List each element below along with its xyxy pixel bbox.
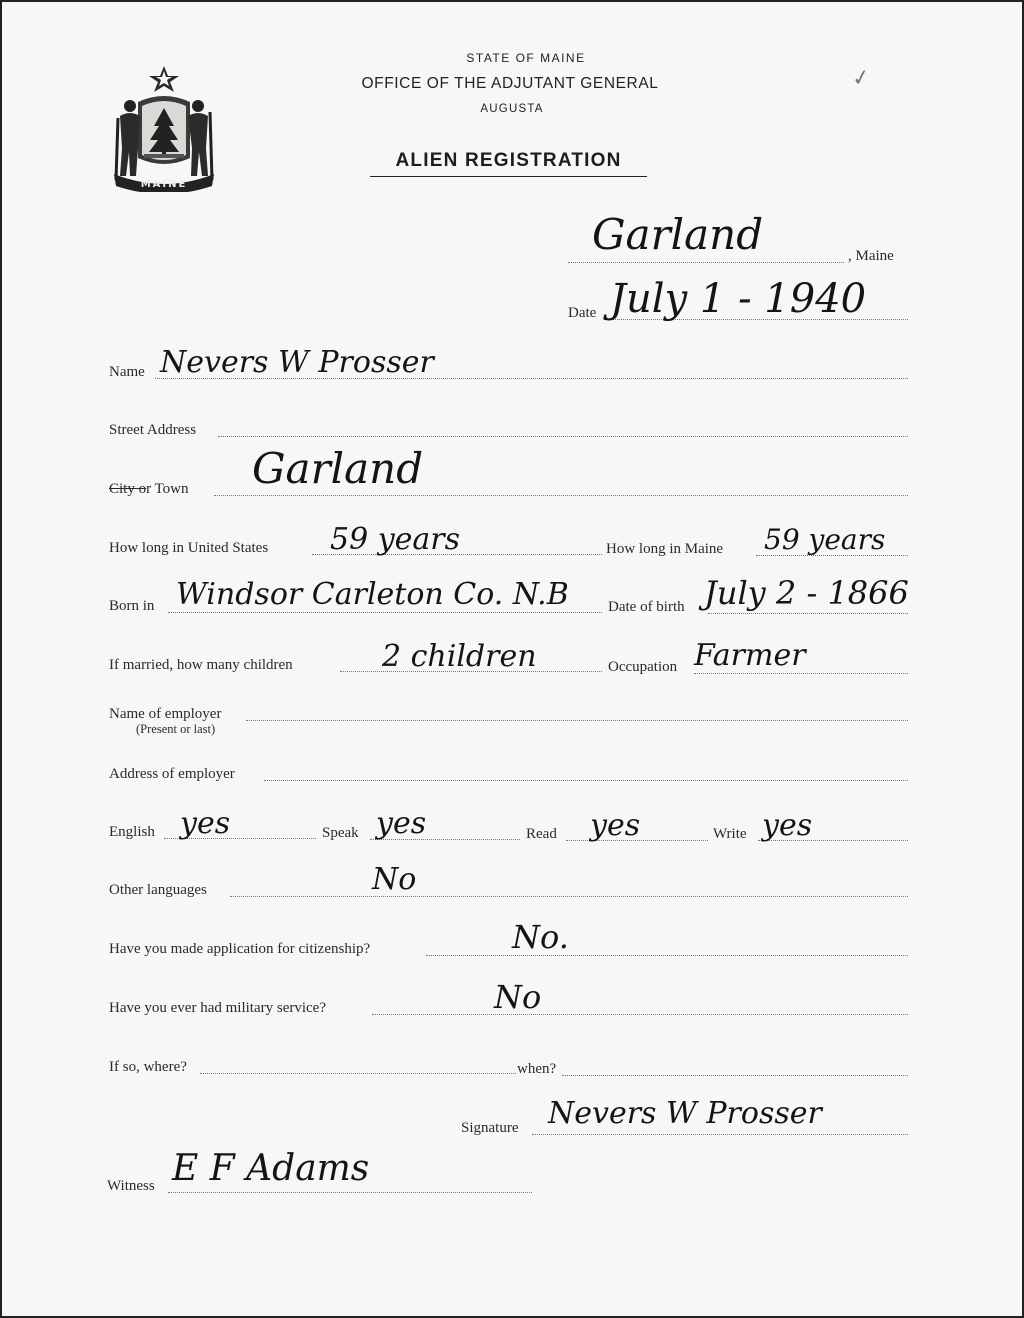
english-value: yes: [180, 806, 231, 841]
if-so-where-line: [200, 1073, 516, 1074]
town-header-value: Garland: [592, 210, 764, 259]
born-in-label: Born in: [109, 598, 155, 614]
speak-value: yes: [376, 806, 427, 841]
children-value: 2 children: [382, 639, 537, 674]
date-of-birth-line: [708, 613, 908, 614]
witness-label: Witness: [107, 1178, 155, 1194]
signature-label: Signature: [461, 1120, 519, 1136]
born-in-line: [168, 612, 602, 613]
military-label: Have you ever had military service?: [109, 1000, 326, 1016]
form-title: ALIEN REGISTRATION: [370, 150, 647, 177]
employer-name-label: Name of employer: [109, 706, 222, 722]
witness-line: [168, 1192, 532, 1193]
how-long-us-value: 59 years: [330, 522, 461, 557]
employer-name-line: [246, 720, 908, 721]
other-languages-value: No: [372, 862, 417, 897]
street-address-label: Street Address: [109, 422, 197, 438]
read-value: yes: [590, 808, 641, 843]
city-struck: City o: [109, 481, 147, 497]
name-value: Nevers W Prosser: [160, 345, 434, 380]
occupation-label: Occupation: [608, 659, 678, 675]
signature-line: [532, 1134, 908, 1135]
town-header-line: [568, 262, 844, 263]
how-long-maine-value: 59 years: [764, 523, 886, 556]
military-value: No: [494, 978, 542, 1016]
write-value: yes: [762, 808, 813, 843]
header-office: OFFICE OF THE ADJUTANT GENERAL: [361, 75, 659, 92]
english-label: English: [109, 824, 155, 840]
header-city: AUGUSTA: [480, 103, 544, 115]
speak-label: Speak: [322, 825, 359, 841]
read-label: Read: [526, 826, 557, 842]
city-or-town-line: [214, 495, 908, 496]
header-state: STATE OF MAINE: [466, 51, 586, 65]
married-children-label: If married, how many children: [109, 657, 293, 673]
employer-address-line: [264, 780, 908, 781]
employer-address-label: Address of employer: [109, 766, 235, 782]
date-of-birth-value: July 2 - 1866: [704, 574, 909, 612]
when-line: [562, 1075, 908, 1076]
or-town: r Town: [146, 481, 189, 497]
name-label: Name: [109, 364, 145, 380]
military-line: [372, 1014, 908, 1015]
other-languages-line: [230, 896, 908, 897]
street-address-line: [218, 436, 908, 437]
maine-label: , Maine: [848, 248, 894, 264]
other-languages-label: Other languages: [109, 882, 207, 898]
signature-value: Nevers W Prosser: [548, 1096, 822, 1131]
how-long-us-label: How long in United States: [109, 540, 269, 556]
employer-note: (Present or last): [136, 722, 216, 736]
write-label: Write: [713, 826, 747, 842]
when-label: when?: [517, 1061, 557, 1077]
born-in-value: Windsor Carleton Co. N.B: [176, 577, 569, 612]
seal-banner-text: MAINE: [140, 179, 188, 190]
how-long-maine-label: How long in Maine: [606, 541, 724, 557]
city-or-town-value: Garland: [252, 444, 424, 493]
occupation-value: Farmer: [694, 638, 806, 673]
citizenship-value: No.: [512, 918, 569, 956]
city-or-town-label: [109, 481, 189, 498]
if-so-where-label: If so, where?: [109, 1059, 187, 1075]
date-of-birth-label: Date of birth: [608, 599, 685, 615]
citizenship-label: Have you made application for citizenship?: [109, 941, 371, 957]
date-value: July 1 - 1940: [610, 276, 867, 322]
occupation-line: [694, 673, 908, 674]
citizenship-line: [426, 955, 908, 956]
date-label: Date: [568, 305, 597, 321]
check-mark: ✓: [849, 64, 873, 93]
witness-value: E F Adams: [172, 1148, 370, 1189]
